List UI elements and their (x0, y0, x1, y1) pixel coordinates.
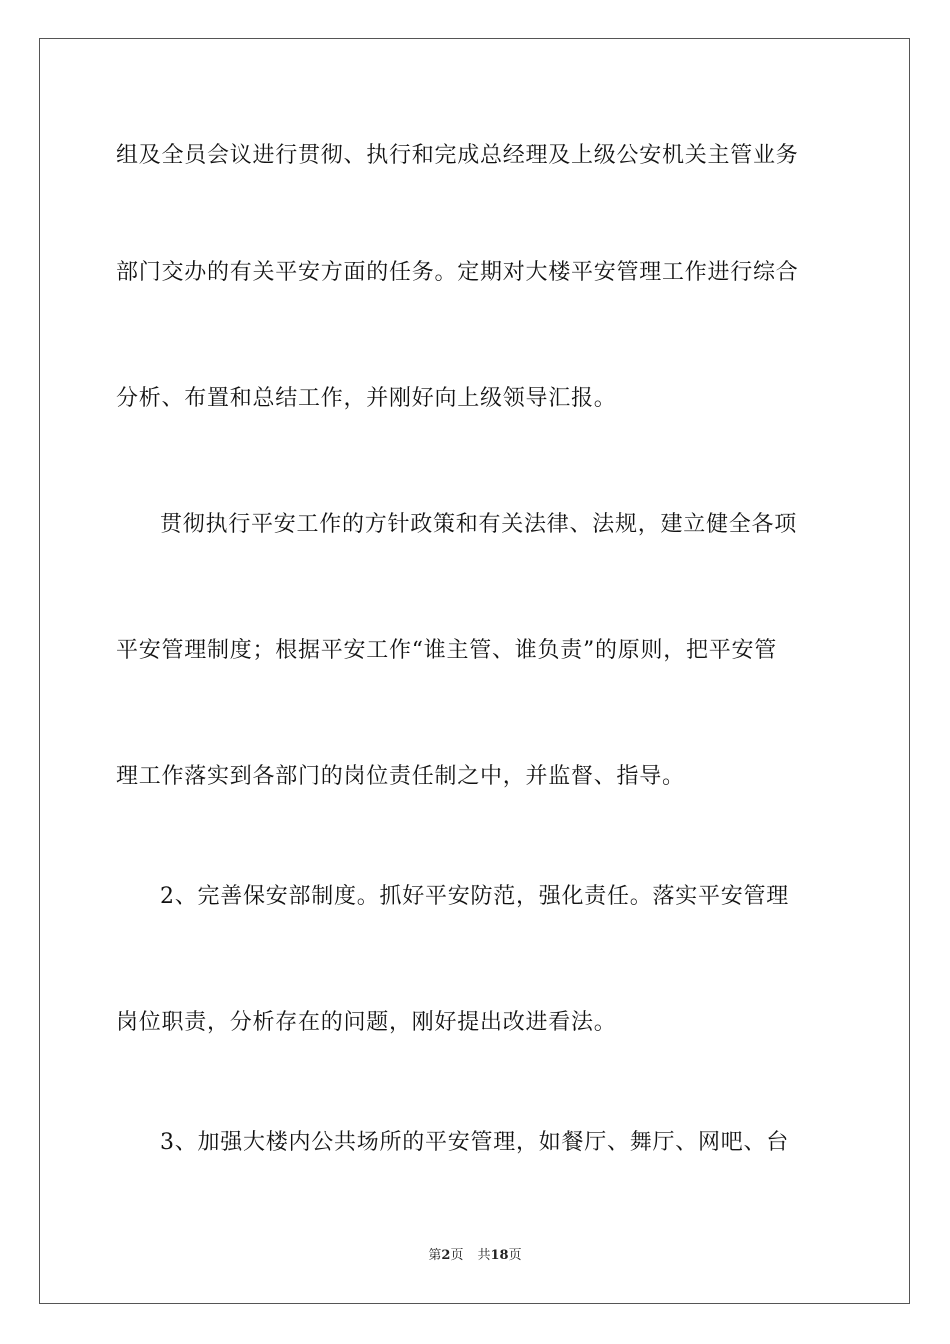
page-prefix: 第 (428, 1248, 442, 1263)
paragraph-line: 部门交办的有关平安方面的任务。定期对大楼平安管理工作进行综合 (116, 260, 799, 285)
page-number: 2 (441, 1248, 451, 1263)
total-suffix: 页 (508, 1248, 522, 1263)
paragraph-line: 岗位职责，分析存在的问题，刚好提出改进看法。 (116, 1010, 617, 1035)
paragraph-line: 理工作落实到各部门的岗位责任制之中，并监督、指导。 (116, 764, 685, 789)
page-footer (0, 1247, 950, 1265)
total-pages: 18 (490, 1248, 509, 1263)
paragraph-line: 平安管理制度；根据平安工作“谁主管、谁负责”的原则，把平安管 (116, 638, 777, 663)
paragraph-line: 3、加强大楼内公共场所的平安管理，如餐厅、舞厅、网吧、台 (160, 1130, 789, 1155)
page-suffix: 页 (450, 1248, 464, 1263)
paragraph-line: 分析、布置和总结工作，并刚好向上级领导汇报。 (116, 386, 617, 411)
paragraph-line: 2、完善保安部制度。抓好平安防范，强化责任。落实平安管理 (160, 884, 789, 909)
paragraph-line: 组及全员会议进行贯彻、执行和完成总经理及上级公安机关主管业务 (116, 143, 799, 168)
page-border (39, 38, 910, 1304)
total-prefix: 共 (477, 1248, 491, 1263)
paragraph-line: 贯彻执行平安工作的方针政策和有关法律、法规，建立健全各项 (160, 512, 798, 537)
